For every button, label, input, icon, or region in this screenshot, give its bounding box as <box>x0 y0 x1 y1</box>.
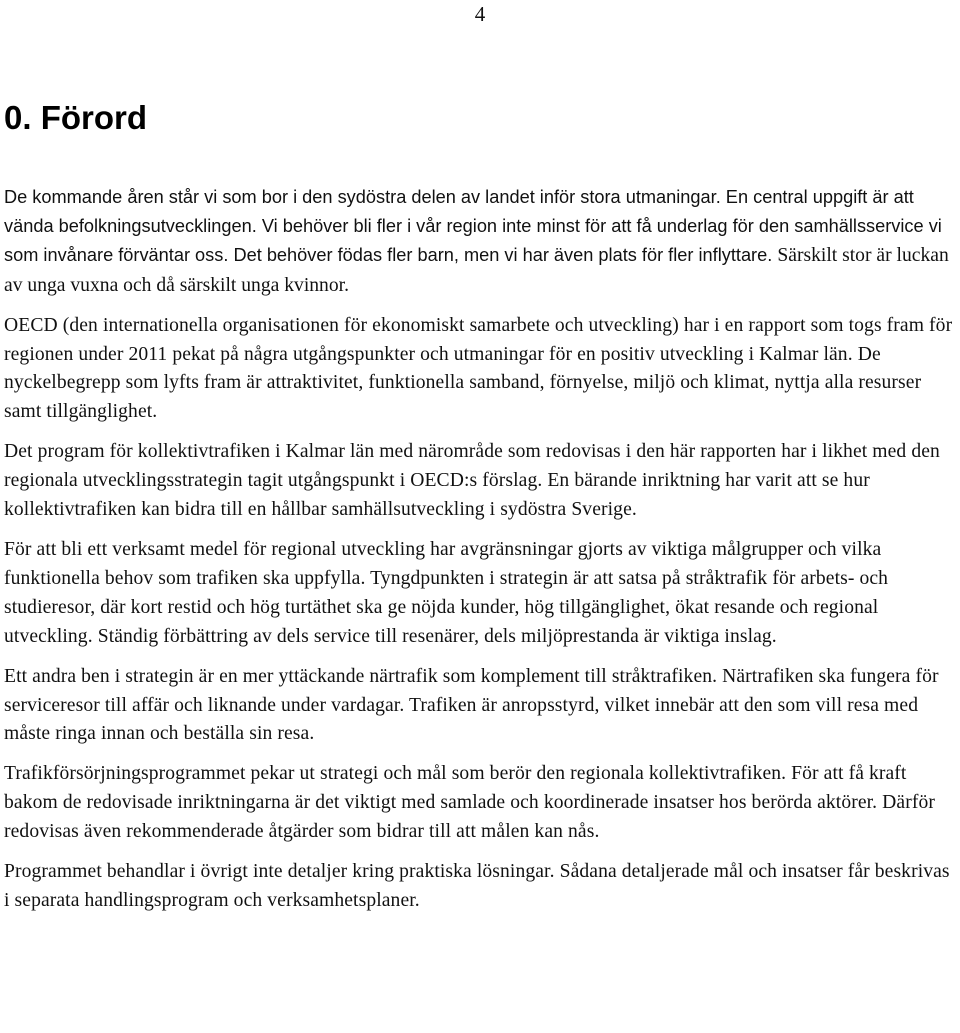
paragraph-program: Det program för kollektivtrafiken i Kalmar län med närområde som redovisas i den här rapporten har i likhet med den regionala utvecklingsstrategin tagit utgångspunkt i OECD:s förslag. En bärande inriktning har varit att se hur kollektivtrafiken kan bidra till en hållbar samhällsutveckling i sydöstra Sverige. <box>4 441 940 521</box>
page-number: 4 <box>474 2 486 26</box>
paragraph-intro <box>4 183 958 301</box>
paragraph-strategy: Trafikförsörjningsprogrammet pekar ut strategi och mål som berör den regionala kollektivtrafiken. För att få kraft bakom de redovisade inriktningarna är det viktigt med samlade och koordinerade insatser hos berörda aktörer. Därför redovisas även rekommenderade åtgärder som bidrar till att målen kan nås. <box>4 763 935 843</box>
paragraph-intro-serif: Särskilt stor är luckan av unga vuxna och då särskilt unga kvinnor. <box>4 244 949 296</box>
paragraph-oecd: OECD (den internationella organisationen för ekonomiskt samarbete och utveckling) har i en rapport som togs fram för regionen under 2011 pekat på några utgångspunkter och utmaningar för en positiv utveckling i Kalmar län. De nyckelbegrepp som lyfts fram är attraktivitet, funktionella samband, förnyelse, miljö och klimat, nyttja alla resurser samt tillgänglighet. <box>4 314 953 423</box>
paragraph-regional-development: För att bli ett verksamt medel för regional utveckling har avgränsningar gjorts av viktiga målgrupper och vilka funktionella behov som trafiken ska uppfylla. Tyngdpunkten i strategin är att satsa på stråktrafik för arbets- och studieresor, där kort restid och hög turtäthet ska ge nöjda kunder, hög tillgänglighet, ökat resande och regional utveckling. Ständig förbättring av dels service till resenärer, dels miljöprestanda är viktiga inslag. <box>4 538 889 647</box>
document-body <box>4 183 958 927</box>
section-heading: 0. Förord <box>4 99 148 136</box>
paragraph-scope: Programmet behandlar i övrigt inte detaljer kring praktiska lösningar. Sådana detaljerade mål och insatser får beskrivas i separata handlingsprogram och verksamhetsplaner. <box>4 861 950 911</box>
paragraph-intro-sans: De kommande åren står vi som bor i den sydöstra delen av landet inför stora utmaningar. En central uppgift är att vända befolkningsutvecklingen. Vi behöver bli fler i vår region inte minst för att få underlag för den samhällsservice vi som invånare förväntar oss. Det behöver födas fler barn, men vi har även plats för fler inflyttare. <box>4 187 942 265</box>
paragraph-local-traffic: Ett andra ben i strategin är en mer yttäckande närtrafik som komplement till stråktrafiken. Närtrafiken ska fungera för serviceresor till affär och liknande under vardagar. Trafiken är anropsstyrd, vilket innebär att den som vill resa med måste ringa innan och beställa sin resa. <box>4 665 939 745</box>
